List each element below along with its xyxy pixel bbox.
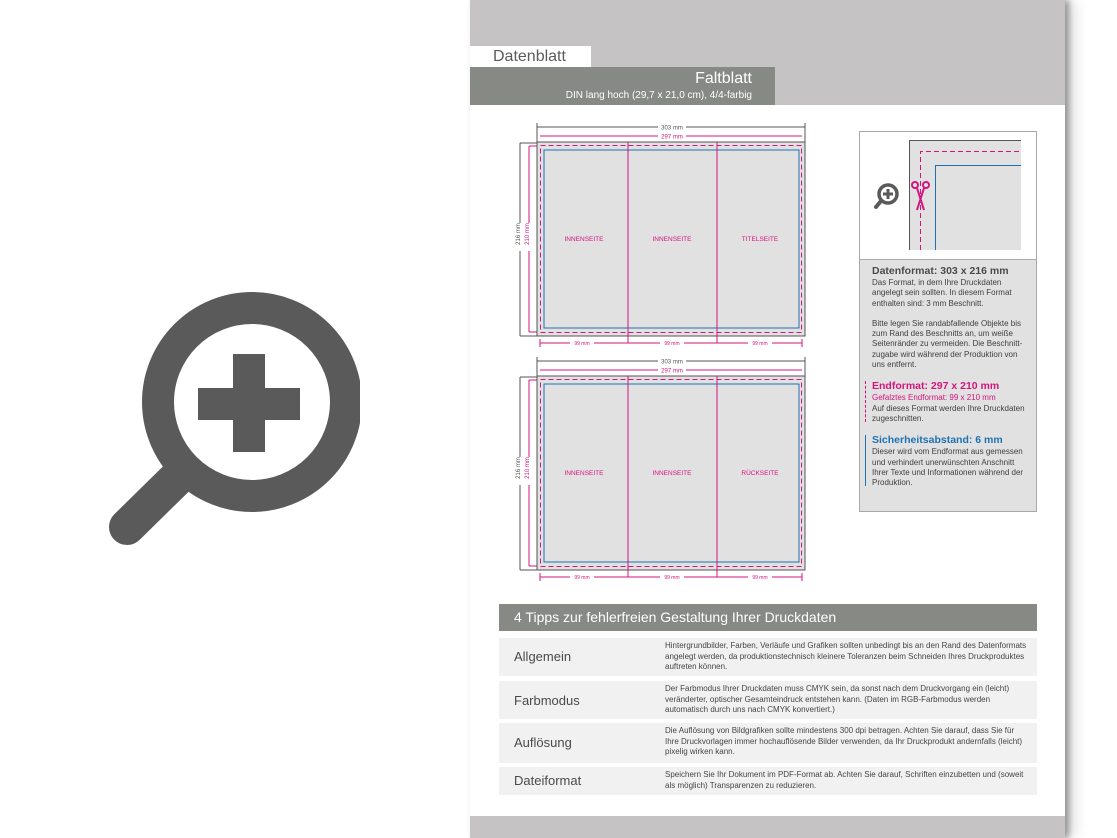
cut-height-label: 210 mm [525,457,531,479]
top-band-right [775,67,1065,105]
panel-label: INNENSEITE [564,236,604,243]
outer-width-label: 303 mm [661,359,683,366]
panel-width-label: 99 mm [664,575,680,581]
title-bar [470,67,775,105]
cut-height-label: 210 mm [525,223,531,245]
endformat-text: Auf dieses Format werden Ihre Druckdaten zugeschnitten. [872,403,1025,423]
cut-width-label: 297 mm [661,134,683,141]
tip-text: Der Farbmodus Ihrer Druckdaten muss CMYK sein, da sonst nach dem Druckvorgang ein (leicht) veränderter, optischer Gesamteindruck entstehen kann. (Daten im RGB-Farbmodus werden automatisch durch uns nach CMYK konvertiert.) [665,684,1010,714]
zoom-in-icon [100,285,360,550]
fold-diagram-outside [500,118,820,348]
panel-width-label: 99 mm [752,575,768,581]
outer-height-label: 216 mm [516,457,522,479]
product-subtitle: DIN lang hoch (29,7 x 21,0 cm), 4/4-farbig [565,90,752,101]
sicherheitsabstand-text: Dieser wird vom Endformat aus gemessen und verhindert unerwünschten Anschnitt Ihrer Texte und Informationen während der Produktion. [872,447,1024,488]
panel-width-label: 99 mm [664,341,680,347]
panel-width-label: 99 mm [574,575,590,581]
outer-height-label: 216 mm [516,223,522,245]
tip-row-aufloesung [499,723,1037,763]
product-title: Faltblatt [695,70,752,87]
cut-width-label: 297 mm [661,368,683,375]
panel-width-label: 99 mm [574,341,590,347]
bottom-band [470,816,1065,838]
tip-row-farbmodus [499,681,1037,719]
tip-label: Farbmodus [514,693,580,708]
tips-heading: 4 Tipps zur fehlerfreien Gestaltung Ihrer Druckdaten [499,604,1037,631]
corner-preview [860,132,1036,259]
datenformat-heading: Datenformat: 303 x 216 mm [872,265,1009,277]
gefalztes-endformat: Gefalztes Endformat: 99 x 210 mm [872,393,996,403]
tip-text: Die Auflösung von Bildgrafiken sollte mindestens 300 dpi betragen. Achten Sie darauf, dass Sie für Ihre Druckvorlagen immer hochauflösende Bilder verwenden, da Ihr Druckprodukt andernfalls (leicht) pixelig wirken kann. [665,726,1023,756]
tip-row-allgemein [499,638,1037,676]
format-info-text [860,259,1036,511]
tip-label: Auflösung [514,735,572,750]
tip-text: Speichern Sie Ihr Dokument im PDF-Format ab. Achten Sie darauf, Schriften einzubetten und (soweit als möglich) Transparenzen zu reduzieren. [665,770,1024,790]
beschnitt-text: Bitte legen Sie randabfallende Objekte bis zum Rand des Beschnitts an, um weiße Seitenränder zu vermeiden. Die Beschnitt-zugabe wird während der Produktion von uns entfernt. [872,318,1023,370]
datenformat-text: Das Format, in dem Ihre Druckdaten angelegt sein sollten. In diesem Format enthalten sind: 3 mm Beschnitt. [872,278,1012,308]
tip-text: Hintergrundbilder, Farben, Verläufe und Grafiken sollten unbedingt bis an den Rand des Datenformats angelegt werden, da produktionstechnisch kleinere Toleranzen beim Schneiden Ihres Druckproduktes auftreten können. [665,641,1027,671]
panel-width-label: 99 mm [752,341,768,347]
zoom-in-icon[interactable] [876,185,897,207]
panel-label: INNENSEITE [564,470,604,477]
fold-diagram-inside [500,352,820,582]
panel-label: INNENSEITE [652,470,692,477]
outer-width-label: 303 mm [661,125,683,132]
zoom-in-button[interactable] [100,285,360,550]
endformat-heading: Endformat: 297 x 210 mm [872,380,1000,393]
sicherheitsabstand-heading: Sicherheitsabstand: 6 mm [872,434,1003,447]
panel-label: RÜCKSEITE [741,470,779,477]
panel-label: TITELSEITE [741,236,779,243]
format-info-box [859,131,1037,512]
tip-label: Dateiformat [514,773,582,788]
datenblatt-tab: Datenblatt [470,46,591,67]
panel-label: INNENSEITE [652,236,692,243]
tip-label: Allgemein [514,649,572,664]
tip-row-dateiformat [499,767,1037,795]
